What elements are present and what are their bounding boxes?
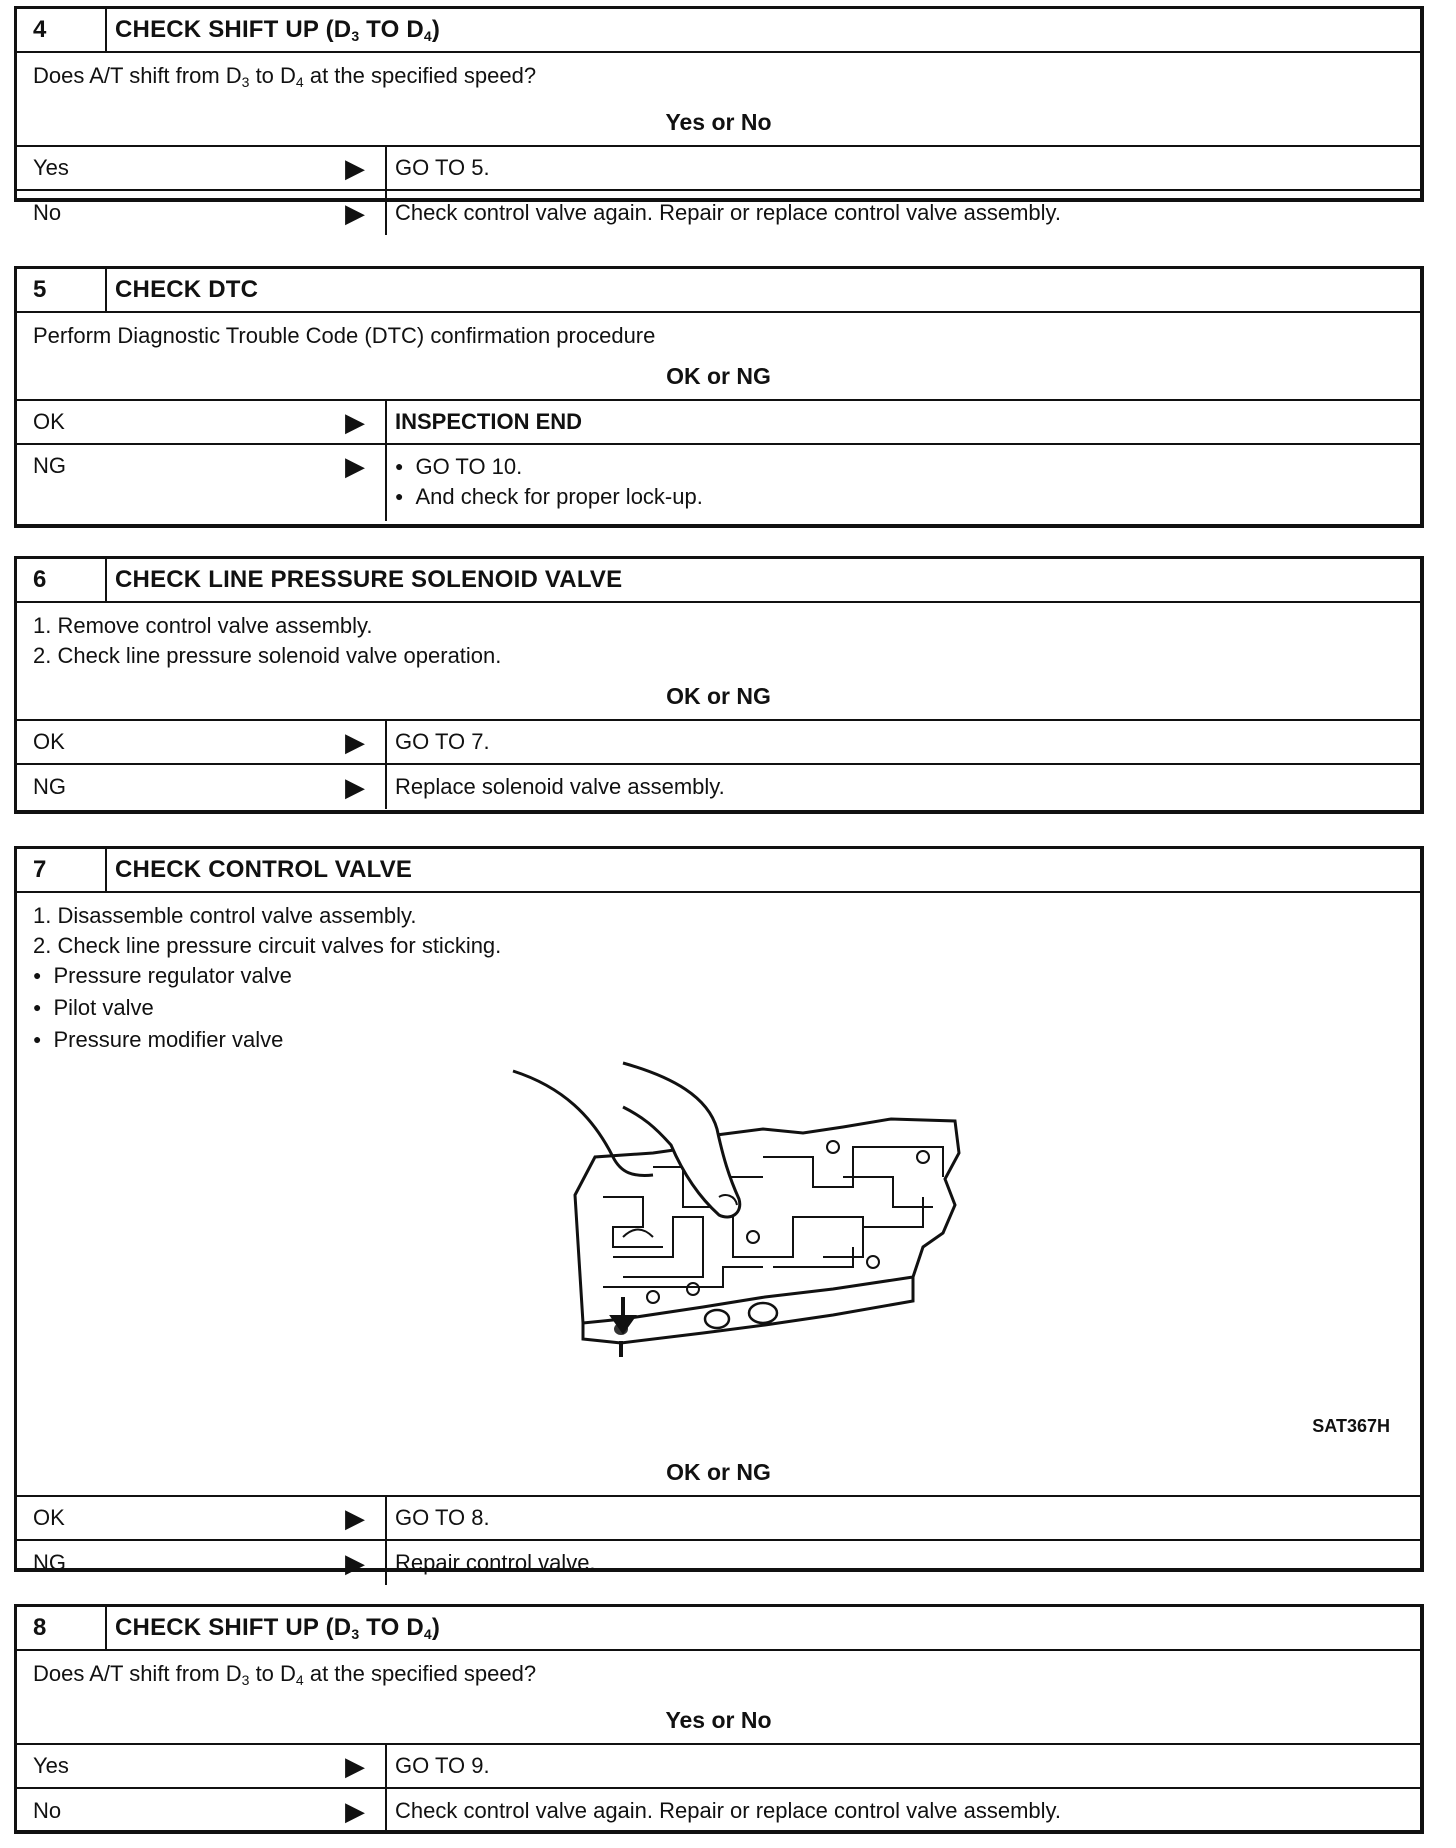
answer-row-ng <box>17 445 1420 521</box>
valve-bullet: ● Pilot valve <box>33 993 1404 1025</box>
answer-action: INSPECTION END <box>395 409 583 434</box>
answer-action: GO TO 7. <box>395 729 490 754</box>
control-valve-illustration <box>33 1057 1404 1447</box>
answer-label: Yes <box>33 1753 69 1778</box>
valve-bullet: ● Pressure modifier valve <box>33 1025 1404 1057</box>
step-title: CHECK SHIFT UP ($D_3$ TO $D_4$) <box>115 16 441 44</box>
answer-action: GO TO 8. <box>395 1505 490 1530</box>
answer-label: No <box>33 1798 62 1823</box>
answer-label: Yes <box>33 155 69 180</box>
arrow-right-icon: ▶ <box>345 451 365 481</box>
step-title: CHECK DTC <box>115 276 259 303</box>
answer-action <box>387 445 1420 521</box>
step-body <box>17 313 1420 401</box>
step-body <box>17 53 1420 147</box>
step-8-box <box>14 1604 1424 1834</box>
action-bullet: ● GO TO 10. <box>395 453 1420 483</box>
step-number: 5 <box>17 269 107 311</box>
answer-label: OK <box>33 1505 65 1530</box>
answer-action: Replace solenoid valve assembly. <box>395 774 725 799</box>
step-title: CHECK LINE PRESSURE SOLENOID VALVE <box>115 566 623 593</box>
step-header <box>17 849 1420 893</box>
answer-action: GO TO 5. <box>395 155 490 180</box>
answer-row-yes <box>17 147 1420 191</box>
answer-label: OK <box>33 409 65 434</box>
answer-label: OK <box>33 729 65 754</box>
result-label: Yes or No <box>665 1707 772 1733</box>
answer-row-yes <box>17 1745 1420 1789</box>
answer-label: NG <box>33 453 66 478</box>
arrow-right-icon: ▶ <box>345 198 365 228</box>
answer-row-no <box>17 1789 1420 1833</box>
result-label: OK or NG <box>666 363 771 389</box>
step-instruction: Perform Diagnostic Trouble Code (DTC) confirmation procedure <box>33 323 656 348</box>
arrow-right-icon: ▶ <box>345 727 365 757</box>
arrow-right-icon: ▶ <box>345 772 365 802</box>
answer-label: NG <box>33 1550 66 1575</box>
arrow-right-icon: ▶ <box>345 1796 365 1826</box>
step-5-box <box>14 266 1424 528</box>
answer-action: Check control valve again. Repair or replace control valve assembly. <box>395 1798 1062 1823</box>
answer-action: GO TO 9. <box>395 1753 490 1778</box>
step-instruction: 2. Check line pressure solenoid valve operation. <box>33 643 502 668</box>
control-valve-figure <box>503 1057 963 1357</box>
step-6-box <box>14 556 1424 814</box>
valve-bullet: ● Pressure regulator valve <box>33 961 1404 993</box>
result-label: OK or NG <box>666 1459 771 1485</box>
answer-row-ok <box>17 1497 1420 1541</box>
step-header <box>17 9 1420 53</box>
arrow-down-icon <box>608 1297 638 1337</box>
result-label: Yes or No <box>665 109 772 135</box>
step-body <box>17 893 1420 1497</box>
step-header <box>17 1607 1420 1651</box>
step-number: 7 <box>17 849 107 891</box>
result-label: OK or NG <box>666 683 771 709</box>
arrow-right-icon: ▶ <box>345 1751 365 1781</box>
step-body <box>17 1651 1420 1745</box>
step-instruction: 2. Check line pressure circuit valves for sticking. <box>33 933 502 958</box>
answer-label: No <box>33 200 62 225</box>
answer-label: NG <box>33 774 66 799</box>
step-instruction: 1. Remove control valve assembly. <box>33 613 373 638</box>
step-header <box>17 559 1420 603</box>
arrow-right-icon: ▶ <box>345 1503 365 1533</box>
answer-action: Repair control valve. <box>395 1550 596 1575</box>
arrow-right-icon: ▶ <box>345 153 365 183</box>
answer-row-ng <box>17 1541 1420 1585</box>
step-header <box>17 269 1420 313</box>
answer-row-ok <box>17 401 1420 445</box>
answer-action: Check control valve again. Repair or replace control valve assembly. <box>395 200 1062 225</box>
answer-row-ok <box>17 721 1420 765</box>
step-title: CHECK SHIFT UP ($D_3$ TO $D_4$) <box>115 1614 441 1642</box>
step-body <box>17 603 1420 721</box>
step-instruction: 1. Disassemble control valve assembly. <box>33 903 417 928</box>
step-title: CHECK CONTROL VALVE <box>115 856 413 883</box>
step-7-box <box>14 846 1424 1578</box>
step-number: 8 <box>17 1607 107 1649</box>
arrow-right-icon: ▶ <box>345 407 365 437</box>
step-question: Does A/T shift from $D_3$ to $D_4$ at the specified speed? <box>33 1661 537 1688</box>
step-number: 4 <box>17 9 107 51</box>
step-question: Does A/T shift from $D_3$ to $D_4$ at the specified speed? <box>33 63 537 90</box>
step-4-box <box>14 6 1424 228</box>
figure-code: SAT367H <box>1312 1416 1390 1436</box>
arrow-right-icon: ▶ <box>345 1548 365 1578</box>
step-number: 6 <box>17 559 107 601</box>
answer-row-no <box>17 191 1420 235</box>
answer-row-ng <box>17 765 1420 809</box>
action-bullet: ● And check for proper lock-up. <box>395 483 1420 513</box>
